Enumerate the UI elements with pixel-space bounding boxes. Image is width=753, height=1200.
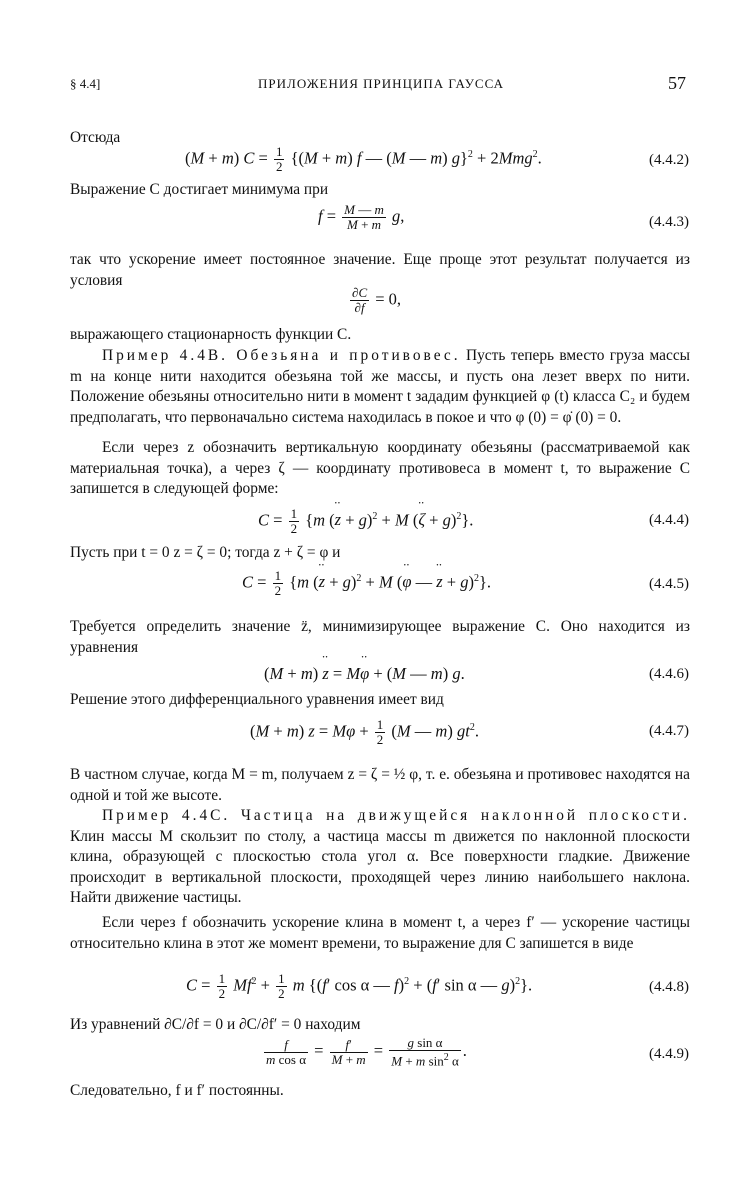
text-paragraph: В частном случае, когда M = m, получаем z = ζ = ½ φ, т. е. обезьяна и противовес находятся на одной и той же высоте. (70, 766, 690, 804)
equation-number: (4.4.7) (649, 723, 689, 739)
equation-number: (4.4.6) (649, 666, 689, 682)
equation-4-4-7: (M + m) z = Mφ + $\frac{1}{2}$ (M — m) $gt^2$. (250, 717, 479, 747)
equation-4-4-4: C = $\frac{1}{2}$ {m (•• z + g)$^2$ + M (•• ζ + g)$^2$}. (258, 507, 473, 536)
example-4-4C (70, 806, 690, 909)
equation-stationarity: $\frac{\partial C}{\partial f}$ = 0, (352, 285, 402, 315)
equation-4-4-3: f = $\frac{M — m}{M + m}$ g, (318, 202, 405, 232)
text-paragraph: Пусть при t = 0 z = ζ = 0; тогда z + ζ = φ и (70, 544, 341, 561)
equation-number: (4.4.4) (649, 512, 689, 528)
running-section: § 4.4] (70, 76, 101, 91)
equation-number: (4.4.8) (649, 979, 689, 995)
text-paragraph: так что ускорение имеет постоянное значение. Еще проще этот результат получается из условия (70, 251, 690, 289)
text-paragraph: Если через f обозначить ускорение клина в момент t, а через f′ — ускорение частицы относительно клина в этот же момент времени, то выражение для C запишется в виде (70, 914, 690, 952)
example-heading: Пример 4.4C. Частица на движущейся наклонной плоскости. (102, 807, 690, 824)
page-number: 57 (668, 73, 686, 93)
text-paragraph: выражающего стационарность функции C. (70, 326, 352, 343)
running-title: ПРИЛОЖЕНИЯ ПРИНЦИПА ГАУССА (258, 76, 505, 91)
text-paragraph: Из уравнений ∂C/∂f = 0 и ∂C/∂f′ = 0 находим (70, 1016, 361, 1033)
equation-number: (4.4.3) (649, 214, 689, 230)
text-paragraph: Если через z обозначить вертикальную координату обезьяны (рассматриваемой как материальная точка), а через ζ — координату противовеса в момент t, то выражение C запишется в следующей форме: (70, 439, 690, 497)
equation-number: (4.4.9) (649, 1046, 689, 1062)
example-heading: Пример 4.4B. Обезьяна и противовес. (102, 347, 461, 364)
text-paragraph: Выражение C достигает минимума при (70, 181, 329, 198)
equation-4-4-8: C = $\frac{1}{2}$ $Mf^2$ + $\frac{1}{2}$ m {(f′ cos α — f)$^2$ + (f′ sin α — g)$^2$}. (186, 971, 533, 1001)
example-text: Клин массы M скользит по столу, а частица массы m движется по наклонной плоскости клина, образующей с плоскостью стола угол α. Все поверхности гладкие. Движение происходит в вертикальной плоскости, проходящей через линию наибольшего наклона. Найти движение частицы. (70, 827, 690, 906)
text-paragraph: Следовательно, f и f′ постоянны. (70, 1082, 284, 1099)
equation-number: (4.4.5) (649, 576, 689, 592)
text-paragraph: Требуется определить значение z̈, минимизирующее выражение C. Оно находится из уравнения (70, 618, 690, 656)
text-otsyuda: Отсюда (70, 129, 121, 146)
example-4-4B (70, 346, 690, 428)
equation-4-4-2: (M + m) C = $\frac{1}{2}$ {(M + m) f — (M — m) g}$^2$ + 2Mmg$^2$. (185, 144, 542, 174)
text-paragraph: Решение этого дифференциального уравнения имеет вид (70, 691, 444, 708)
equation-4-4-9: $\frac{f}{\text{m cos α}}$ = $\frac{f'}{M + m}$ = $\frac{\text{g sin α}}{M + m \sin^2 \alpha}$ . (266, 1035, 467, 1069)
equation-4-4-6: (M + m) •• z = M•• φ + (M — m) g. (264, 664, 465, 684)
example-text: Пусть теперь вместо груза массы m на конце нити находится обезьяна той же массы, и пусть она лезет вверх по нити. Положение обезьяны относительно нити в момент t зададим функцией φ (t) класса C₂ и будем предполагать, что первоначально система находилась в покое и что φ (0) = φ̇ (0) = 0. (70, 347, 690, 426)
equation-number: (4.4.2) (649, 152, 689, 168)
equation-4-4-5: C = $\frac{1}{2}$ {m (•• z + g)$^2$ + M (•• φ — •• z + g)$^2$}. (242, 569, 491, 598)
